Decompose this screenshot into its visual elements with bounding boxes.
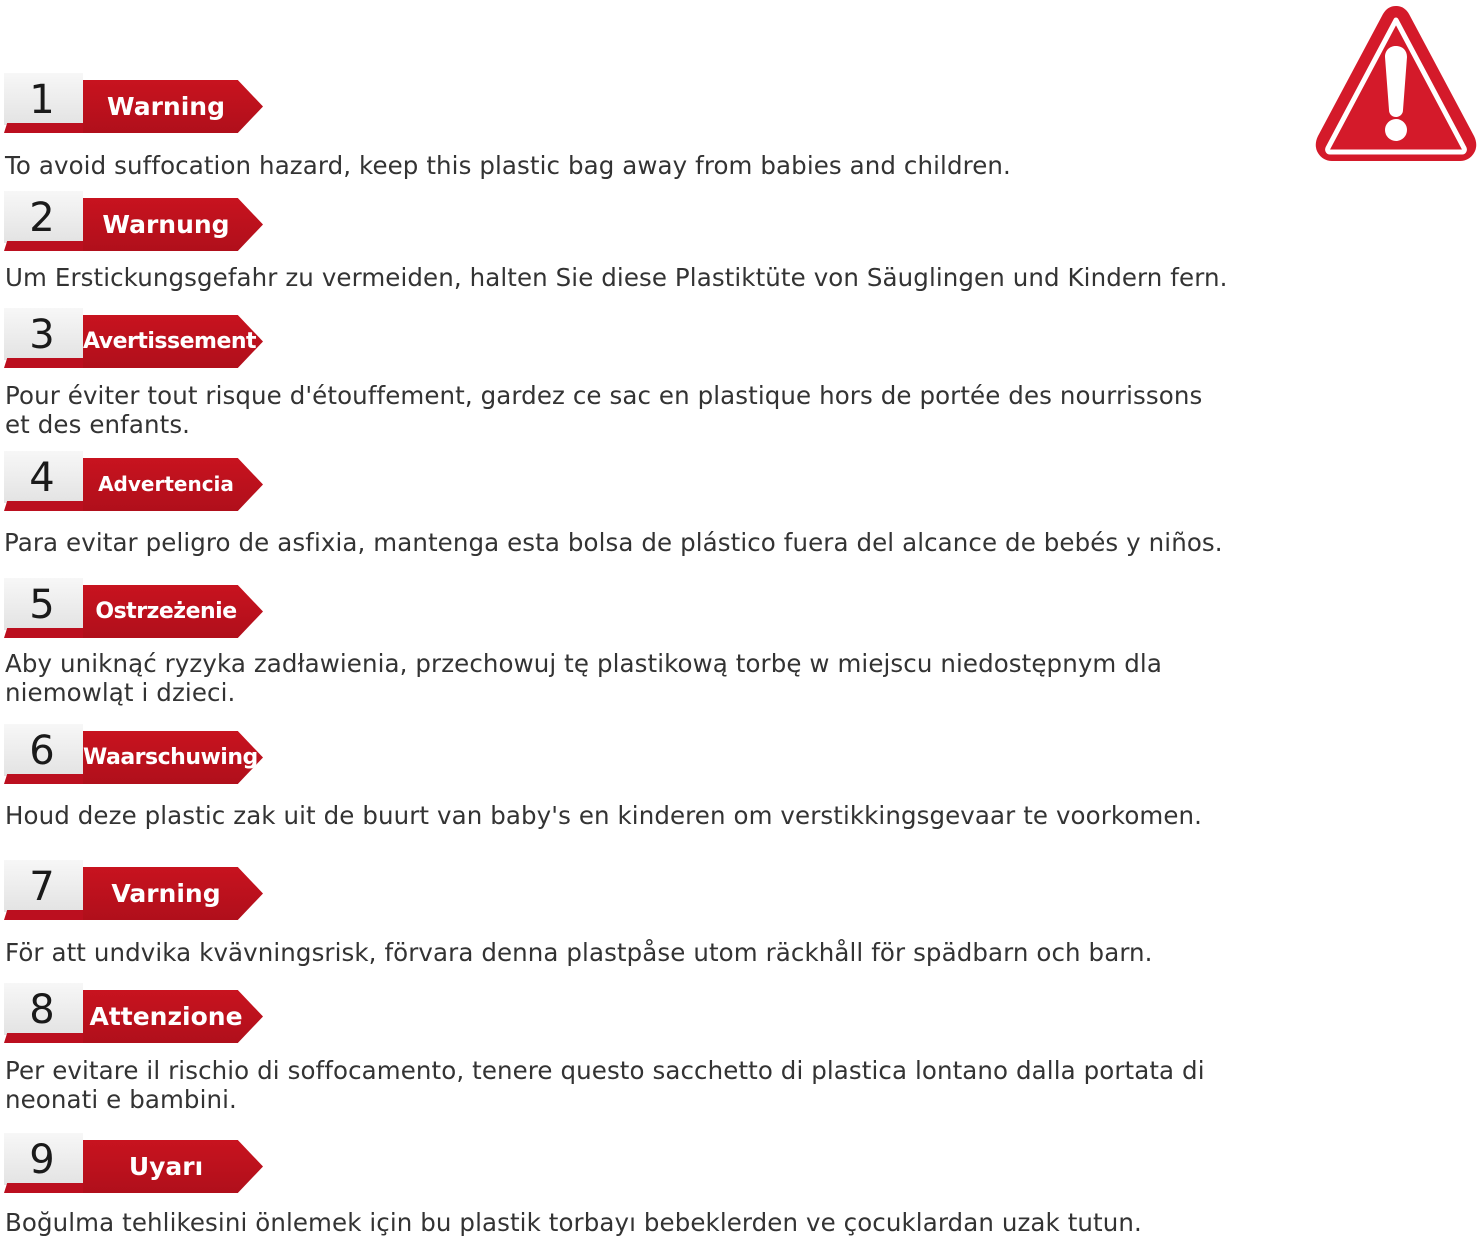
warning-text-1: To avoid suffocation hazard, keep this plastic bag away from babies and children. — [5, 151, 1011, 180]
warning-label: Warning — [107, 92, 225, 121]
warning-badge — [0, 191, 270, 253]
warning-label: Avertissement — [83, 329, 257, 354]
warning-label: Attenzione — [89, 1002, 243, 1031]
warning-label: Varning — [111, 879, 221, 908]
warning-badge — [0, 73, 270, 135]
warning-badge — [0, 983, 270, 1045]
warning-label: Advertencia — [98, 472, 234, 496]
warning-label: Waarschuwing — [83, 745, 258, 770]
warning-number: 7 — [29, 864, 55, 910]
warning-text-5: Aby uniknąć ryzyka zadławienia, przechowuj tę plastikową torbę w miejscu niedostępnym dla niemowląt i dzieci. — [5, 649, 1162, 707]
warning-number: 8 — [29, 987, 55, 1033]
warning-number: 6 — [29, 728, 55, 774]
warning-label: Ostrzeżenie — [95, 599, 237, 624]
warning-number: 9 — [29, 1137, 55, 1183]
warning-text-6: Houd deze plastic zak uit de buurt van baby's en kinderen om verstikkingsgevaar te voorkomen. — [5, 801, 1203, 830]
warning-badge — [0, 308, 270, 370]
warning-badge — [0, 1133, 270, 1195]
warning-text-3: Pour éviter tout risque d'étouffement, gardez ce sac en plastique hors de portée des nourrissons et des enfants. — [5, 381, 1203, 439]
warning-badge — [0, 578, 270, 640]
warning-number: 4 — [29, 455, 55, 501]
warning-text-2: Um Erstickungsgefahr zu vermeiden, halten Sie diese Plastiktüte von Säuglingen und Kindern fern. — [5, 263, 1228, 292]
warning-badge — [0, 860, 270, 922]
warning-text-7: För att undvika kvävningsrisk, förvara denna plastpåse utom räckhåll för spädbarn och barn. — [5, 938, 1153, 967]
warning-label: Warnung — [102, 210, 230, 239]
warning-number: 5 — [29, 582, 55, 628]
warning-text-8: Per evitare il rischio di soffocamento, tenere questo sacchetto di plastica lontano dalla portata di neonati e bambini. — [5, 1056, 1205, 1114]
warning-number: 2 — [29, 195, 55, 241]
warning-number: 3 — [29, 312, 55, 358]
warning-number: 1 — [29, 77, 55, 123]
warning-text-9: Boğulma tehlikesini önlemek için bu plastik torbayı bebeklerden ve çocuklardan uzak tutun. — [5, 1208, 1142, 1237]
warning-text-4: Para evitar peligro de asfixia, mantenga esta bolsa de plástico fuera del alcance de bebés y niños. — [4, 528, 1223, 557]
warning-badge — [0, 451, 270, 513]
warning-label: Uyarı — [128, 1152, 204, 1181]
warning-badge — [0, 724, 270, 786]
warning-triangle-icon — [1312, 2, 1480, 166]
